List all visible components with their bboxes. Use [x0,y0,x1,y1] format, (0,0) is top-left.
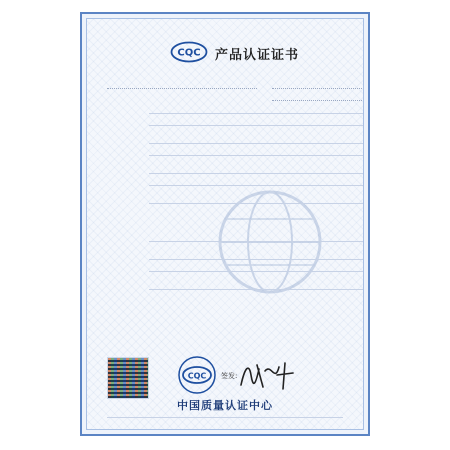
field-scope-note [101,281,363,291]
handwritten-signature [237,357,297,391]
field-product-model [101,207,363,241]
certificate-title: 产品认证证书 [215,48,300,63]
field-underline [149,241,363,242]
field-label [101,105,141,114]
field-label [101,251,141,260]
field-label [101,207,141,216]
field-underline [149,289,363,290]
field-label [101,135,141,144]
field-manufacturer-address [101,147,363,157]
seal-logo-text: CQC [187,371,207,381]
field-underline [149,125,363,126]
field-label [101,281,141,290]
issuing-organization: 中国质量认证中心 [177,399,273,412]
field-value [149,207,363,240]
field-applicant [101,105,363,115]
field-applicant-address [101,117,363,127]
field-label [101,117,141,126]
qr-code-icon [107,357,149,399]
field-label [101,147,141,156]
logo-text: CQC [177,47,201,59]
cqc-seal-icon [175,355,219,395]
field-underline [149,173,363,174]
certificate-frame [80,12,370,436]
field-underline [149,271,363,272]
field-underline [149,185,363,186]
field-standard [101,251,363,261]
field-underline [149,203,363,204]
signature-label: 签发: [221,372,238,380]
certificate-body [86,18,364,430]
field-factory-address [101,177,363,187]
field-underline [149,143,363,144]
field-underline [149,155,363,156]
cqc-logo-icon [170,41,208,63]
field-label [101,165,141,174]
field-label [101,263,141,272]
field-factory [101,165,363,175]
field-manufacturer [101,135,363,145]
field-underline [149,259,363,260]
expiry-date [272,91,362,101]
field-underline [149,113,363,114]
certificate-header [87,41,363,67]
certificate-footer [107,417,343,426]
field-product-name [101,195,363,205]
field-label [101,195,141,204]
field-label [101,177,141,186]
field-rules [101,263,363,273]
certificate-number [107,79,257,89]
issue-date [272,79,362,89]
